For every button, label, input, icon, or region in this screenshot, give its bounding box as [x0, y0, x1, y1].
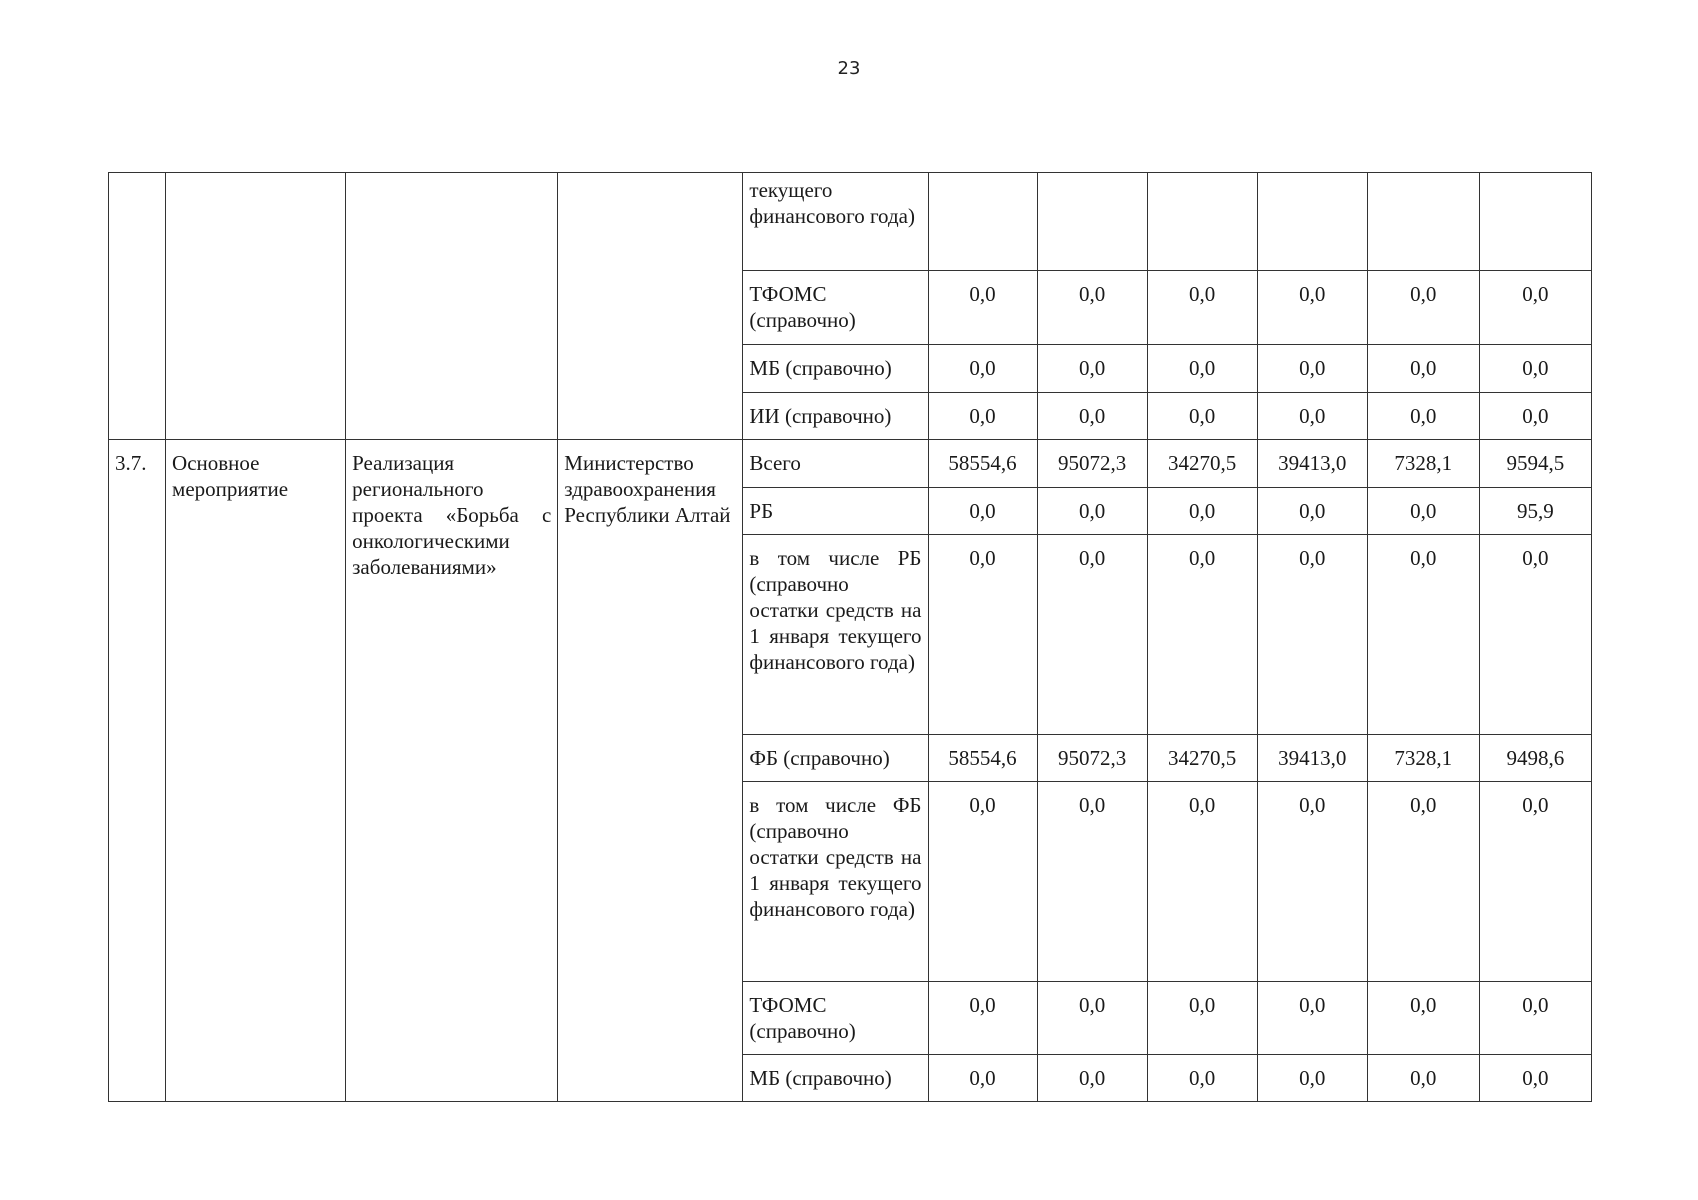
- source-cell: текущего финансового года): [743, 173, 928, 271]
- source-cell: ИИ (справочно): [743, 393, 928, 440]
- cont-number-cell: [109, 173, 166, 440]
- value-cell: 0,0: [1037, 345, 1147, 393]
- item-number-cell: 3.7.: [109, 440, 166, 1102]
- value-cell: 0,0: [1257, 782, 1367, 982]
- value-cell: 7328,1: [1367, 440, 1479, 488]
- value-cell: 0,0: [928, 488, 1037, 535]
- value-cell: 0,0: [1257, 271, 1367, 345]
- value-cell: [1257, 173, 1367, 271]
- value-cell: 0,0: [1257, 393, 1367, 440]
- value-cell: 0,0: [1479, 782, 1591, 982]
- value-cell: 34270,5: [1147, 440, 1257, 488]
- value-cell: 95072,3: [1037, 440, 1147, 488]
- value-cell: [1479, 173, 1591, 271]
- value-cell: 0,0: [928, 393, 1037, 440]
- value-cell: 0,0: [1367, 488, 1479, 535]
- cont-type-cell: [166, 173, 346, 440]
- cont-executor-cell: [558, 173, 743, 440]
- table-row: [109, 440, 1592, 488]
- value-cell: 0,0: [1147, 982, 1257, 1055]
- value-cell: 0,0: [1037, 1055, 1147, 1102]
- item-executor-cell: Министерство здравоохранения Республики Алтай: [558, 440, 743, 1102]
- value-cell: 0,0: [1479, 535, 1591, 735]
- value-cell: 58554,6: [928, 440, 1037, 488]
- value-cell: 0,0: [1037, 488, 1147, 535]
- item-name-cell: Реализация регионального проекта «Борьба с онкологическими заболеваниями»: [346, 440, 558, 1102]
- value-cell: 0,0: [1037, 535, 1147, 735]
- value-cell: 7328,1: [1367, 735, 1479, 782]
- value-cell: 0,0: [1479, 1055, 1591, 1102]
- value-cell: 0,0: [1257, 535, 1367, 735]
- source-cell: в том числе ФБ (справочно остатки средств на 1 января текущего финансового года): [743, 782, 928, 982]
- cont-name-cell: [346, 173, 558, 440]
- table-body: [109, 173, 1592, 1102]
- value-cell: 0,0: [1037, 982, 1147, 1055]
- value-cell: 0,0: [1367, 782, 1479, 982]
- value-cell: 95072,3: [1037, 735, 1147, 782]
- value-cell: 0,0: [1367, 345, 1479, 393]
- value-cell: 0,0: [928, 535, 1037, 735]
- value-cell: 95,9: [1479, 488, 1591, 535]
- value-cell: [1367, 173, 1479, 271]
- value-cell: [1037, 173, 1147, 271]
- value-cell: 9498,6: [1479, 735, 1591, 782]
- item-type-cell: Основное мероприятие: [166, 440, 346, 1102]
- source-cell: ТФОМС (справочно): [743, 271, 928, 345]
- value-cell: 39413,0: [1257, 735, 1367, 782]
- table-row: [109, 173, 1592, 271]
- value-cell: [928, 173, 1037, 271]
- value-cell: 0,0: [1147, 393, 1257, 440]
- value-cell: 0,0: [1257, 345, 1367, 393]
- value-cell: 0,0: [1147, 345, 1257, 393]
- budget-table: [108, 172, 1592, 1102]
- value-cell: 0,0: [1147, 1055, 1257, 1102]
- value-cell: 0,0: [1367, 1055, 1479, 1102]
- value-cell: 0,0: [1479, 393, 1591, 440]
- source-cell: МБ (справочно): [743, 1055, 928, 1102]
- value-cell: 0,0: [1479, 345, 1591, 393]
- value-cell: 0,0: [1367, 271, 1479, 345]
- value-cell: 0,0: [1367, 982, 1479, 1055]
- source-cell: Всего: [743, 440, 928, 488]
- value-cell: 0,0: [1037, 271, 1147, 345]
- value-cell: 39413,0: [1257, 440, 1367, 488]
- value-cell: 9594,5: [1479, 440, 1591, 488]
- value-cell: 0,0: [928, 982, 1037, 1055]
- source-cell: ТФОМС (справочно): [743, 982, 928, 1055]
- value-cell: 0,0: [1037, 393, 1147, 440]
- value-cell: 0,0: [1479, 271, 1591, 345]
- value-cell: 0,0: [1367, 535, 1479, 735]
- value-cell: 34270,5: [1147, 735, 1257, 782]
- value-cell: 0,0: [1257, 1055, 1367, 1102]
- value-cell: 58554,6: [928, 735, 1037, 782]
- source-cell: РБ: [743, 488, 928, 535]
- value-cell: 0,0: [1037, 782, 1147, 982]
- value-cell: [1147, 173, 1257, 271]
- value-cell: 0,0: [1147, 535, 1257, 735]
- value-cell: 0,0: [1257, 488, 1367, 535]
- value-cell: 0,0: [1367, 393, 1479, 440]
- page-number: 23: [837, 58, 861, 79]
- value-cell: 0,0: [1147, 271, 1257, 345]
- value-cell: 0,0: [1479, 982, 1591, 1055]
- value-cell: 0,0: [928, 1055, 1037, 1102]
- source-cell: в том числе РБ (справочно остатки средств на 1 января текущего финансового года): [743, 535, 928, 735]
- value-cell: 0,0: [1147, 488, 1257, 535]
- value-cell: 0,0: [1257, 982, 1367, 1055]
- value-cell: 0,0: [928, 782, 1037, 982]
- source-cell: МБ (справочно): [743, 345, 928, 393]
- value-cell: 0,0: [928, 271, 1037, 345]
- source-cell: ФБ (справочно): [743, 735, 928, 782]
- value-cell: 0,0: [928, 345, 1037, 393]
- value-cell: 0,0: [1147, 782, 1257, 982]
